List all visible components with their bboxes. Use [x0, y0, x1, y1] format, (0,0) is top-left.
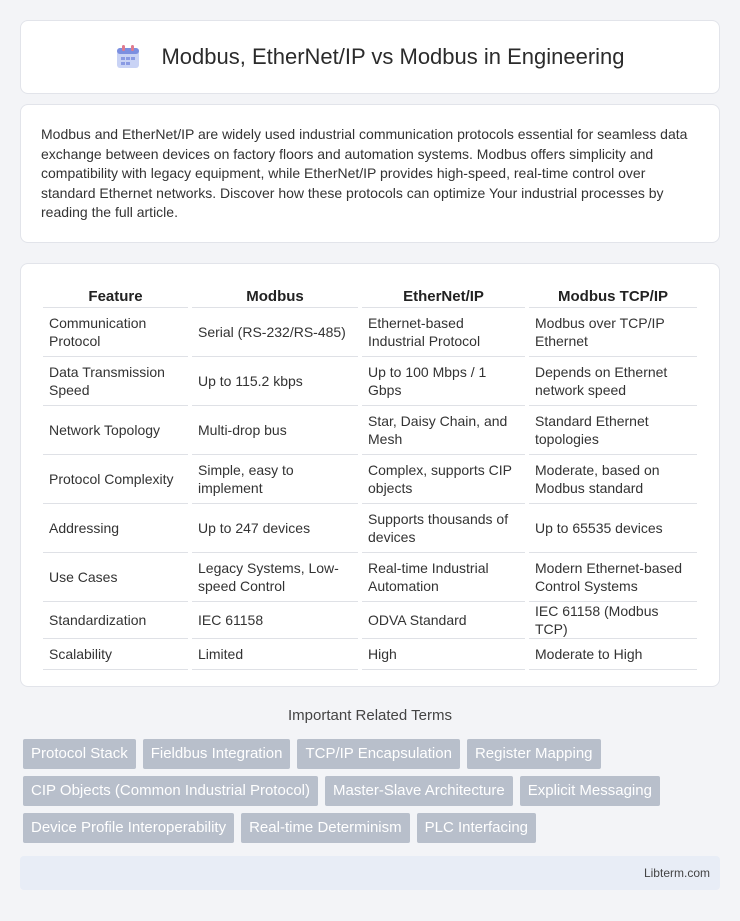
table-cell: Ethernet-based Industrial Protocol — [362, 308, 525, 357]
table-cell: Legacy Systems, Low-speed Control — [192, 553, 358, 602]
table-row — [43, 504, 697, 553]
related-term-tag[interactable]: Master-Slave Architecture — [325, 776, 513, 806]
table-cell: Simple, easy to implement — [192, 455, 358, 504]
related-term-tag[interactable]: PLC Interfacing — [417, 813, 536, 843]
footer-site-link[interactable]: Libterm.com — [643, 866, 710, 880]
table-row — [43, 308, 697, 357]
table-cell: Real-time Industrial Automation — [362, 553, 525, 602]
table-cell: Network Topology — [43, 406, 188, 455]
table-cell: Standard Ethernet topologies — [529, 406, 697, 455]
tag-row — [23, 776, 723, 806]
comparison-table — [39, 286, 701, 670]
table-header-cell: Feature — [43, 286, 188, 308]
table-cell: Addressing — [43, 504, 188, 553]
related-term-tag[interactable]: TCP/IP Encapsulation — [297, 739, 459, 769]
table-row — [43, 553, 697, 602]
table-header-row — [43, 286, 697, 308]
intro-text: Modbus and EtherNet/IP are widely used industrial communication protocols essential for seamless data exchange between devices on factory floors and automation systems. Modbus offers simplicity and compatibility with legacy equipment, while EtherNet/IP provides high-speed, real-time control over standard Ethernet networks. Discover how these protocols can optimize Your industrial processes by reading the full article. — [41, 126, 688, 220]
table-cell: Complex, supports CIP objects — [362, 455, 525, 504]
table-cell: Serial (RS-232/RS-485) — [192, 308, 358, 357]
related-terms-list — [23, 739, 723, 850]
related-term-tag[interactable]: Register Mapping — [467, 739, 601, 769]
intro-card — [20, 104, 720, 243]
table-cell: IEC 61158 (Modbus TCP) — [529, 602, 697, 639]
table-cell: IEC 61158 — [192, 602, 358, 639]
table-cell: Up to 115.2 kbps — [192, 357, 358, 406]
table-cell: Communication Protocol — [43, 308, 188, 357]
calendar-icon — [115, 44, 141, 70]
table-cell: Scalability — [43, 639, 188, 670]
tag-row — [23, 813, 723, 843]
table-row — [43, 455, 697, 504]
related-term-tag[interactable]: Real-time Determinism — [241, 813, 410, 843]
table-cell: Modbus over TCP/IP Ethernet — [529, 308, 697, 357]
table-cell: High — [362, 639, 525, 670]
table-cell: Moderate, based on Modbus standard — [529, 455, 697, 504]
related-terms-title: Important Related Terms — [288, 707, 452, 724]
table-header-cell: Modbus TCP/IP — [529, 286, 697, 308]
table-cell: Up to 100 Mbps / 1 Gbps — [362, 357, 525, 406]
table-header-cell: EtherNet/IP — [362, 286, 525, 308]
table-row — [43, 639, 697, 670]
related-term-tag[interactable]: Explicit Messaging — [520, 776, 660, 806]
table-cell: Standardization — [43, 602, 188, 639]
table-cell: Up to 247 devices — [192, 504, 358, 553]
header-card — [20, 20, 720, 94]
table-cell: Modern Ethernet-based Control Systems — [529, 553, 697, 602]
tag-row — [23, 739, 723, 769]
table-cell: Limited — [192, 639, 358, 670]
comparison-table-card — [20, 263, 720, 687]
table-row — [43, 406, 697, 455]
related-term-tag[interactable]: Fieldbus Integration — [143, 739, 291, 769]
table-cell: Depends on Ethernet network speed — [529, 357, 697, 406]
related-term-tag[interactable]: Device Profile Interoperability — [23, 813, 234, 843]
table-cell: Use Cases — [43, 553, 188, 602]
table-header-cell: Modbus — [192, 286, 358, 308]
footer — [20, 856, 720, 890]
table-row — [43, 602, 697, 639]
table-cell: Multi-drop bus — [192, 406, 358, 455]
table-cell: Moderate to High — [529, 639, 697, 670]
table-cell: Supports thousands of devices — [362, 504, 525, 553]
table-cell: Star, Daisy Chain, and Mesh — [362, 406, 525, 455]
table-cell: Data Transmission Speed — [43, 357, 188, 406]
page-title: Modbus, EtherNet/IP vs Modbus in Engineering — [161, 44, 625, 69]
table-cell: Up to 65535 devices — [529, 504, 697, 553]
table-row — [43, 357, 697, 406]
table-cell: Protocol Complexity — [43, 455, 188, 504]
related-term-tag[interactable]: CIP Objects (Common Industrial Protocol) — [23, 776, 318, 806]
table-cell: ODVA Standard — [362, 602, 525, 639]
related-term-tag[interactable]: Protocol Stack — [23, 739, 136, 769]
